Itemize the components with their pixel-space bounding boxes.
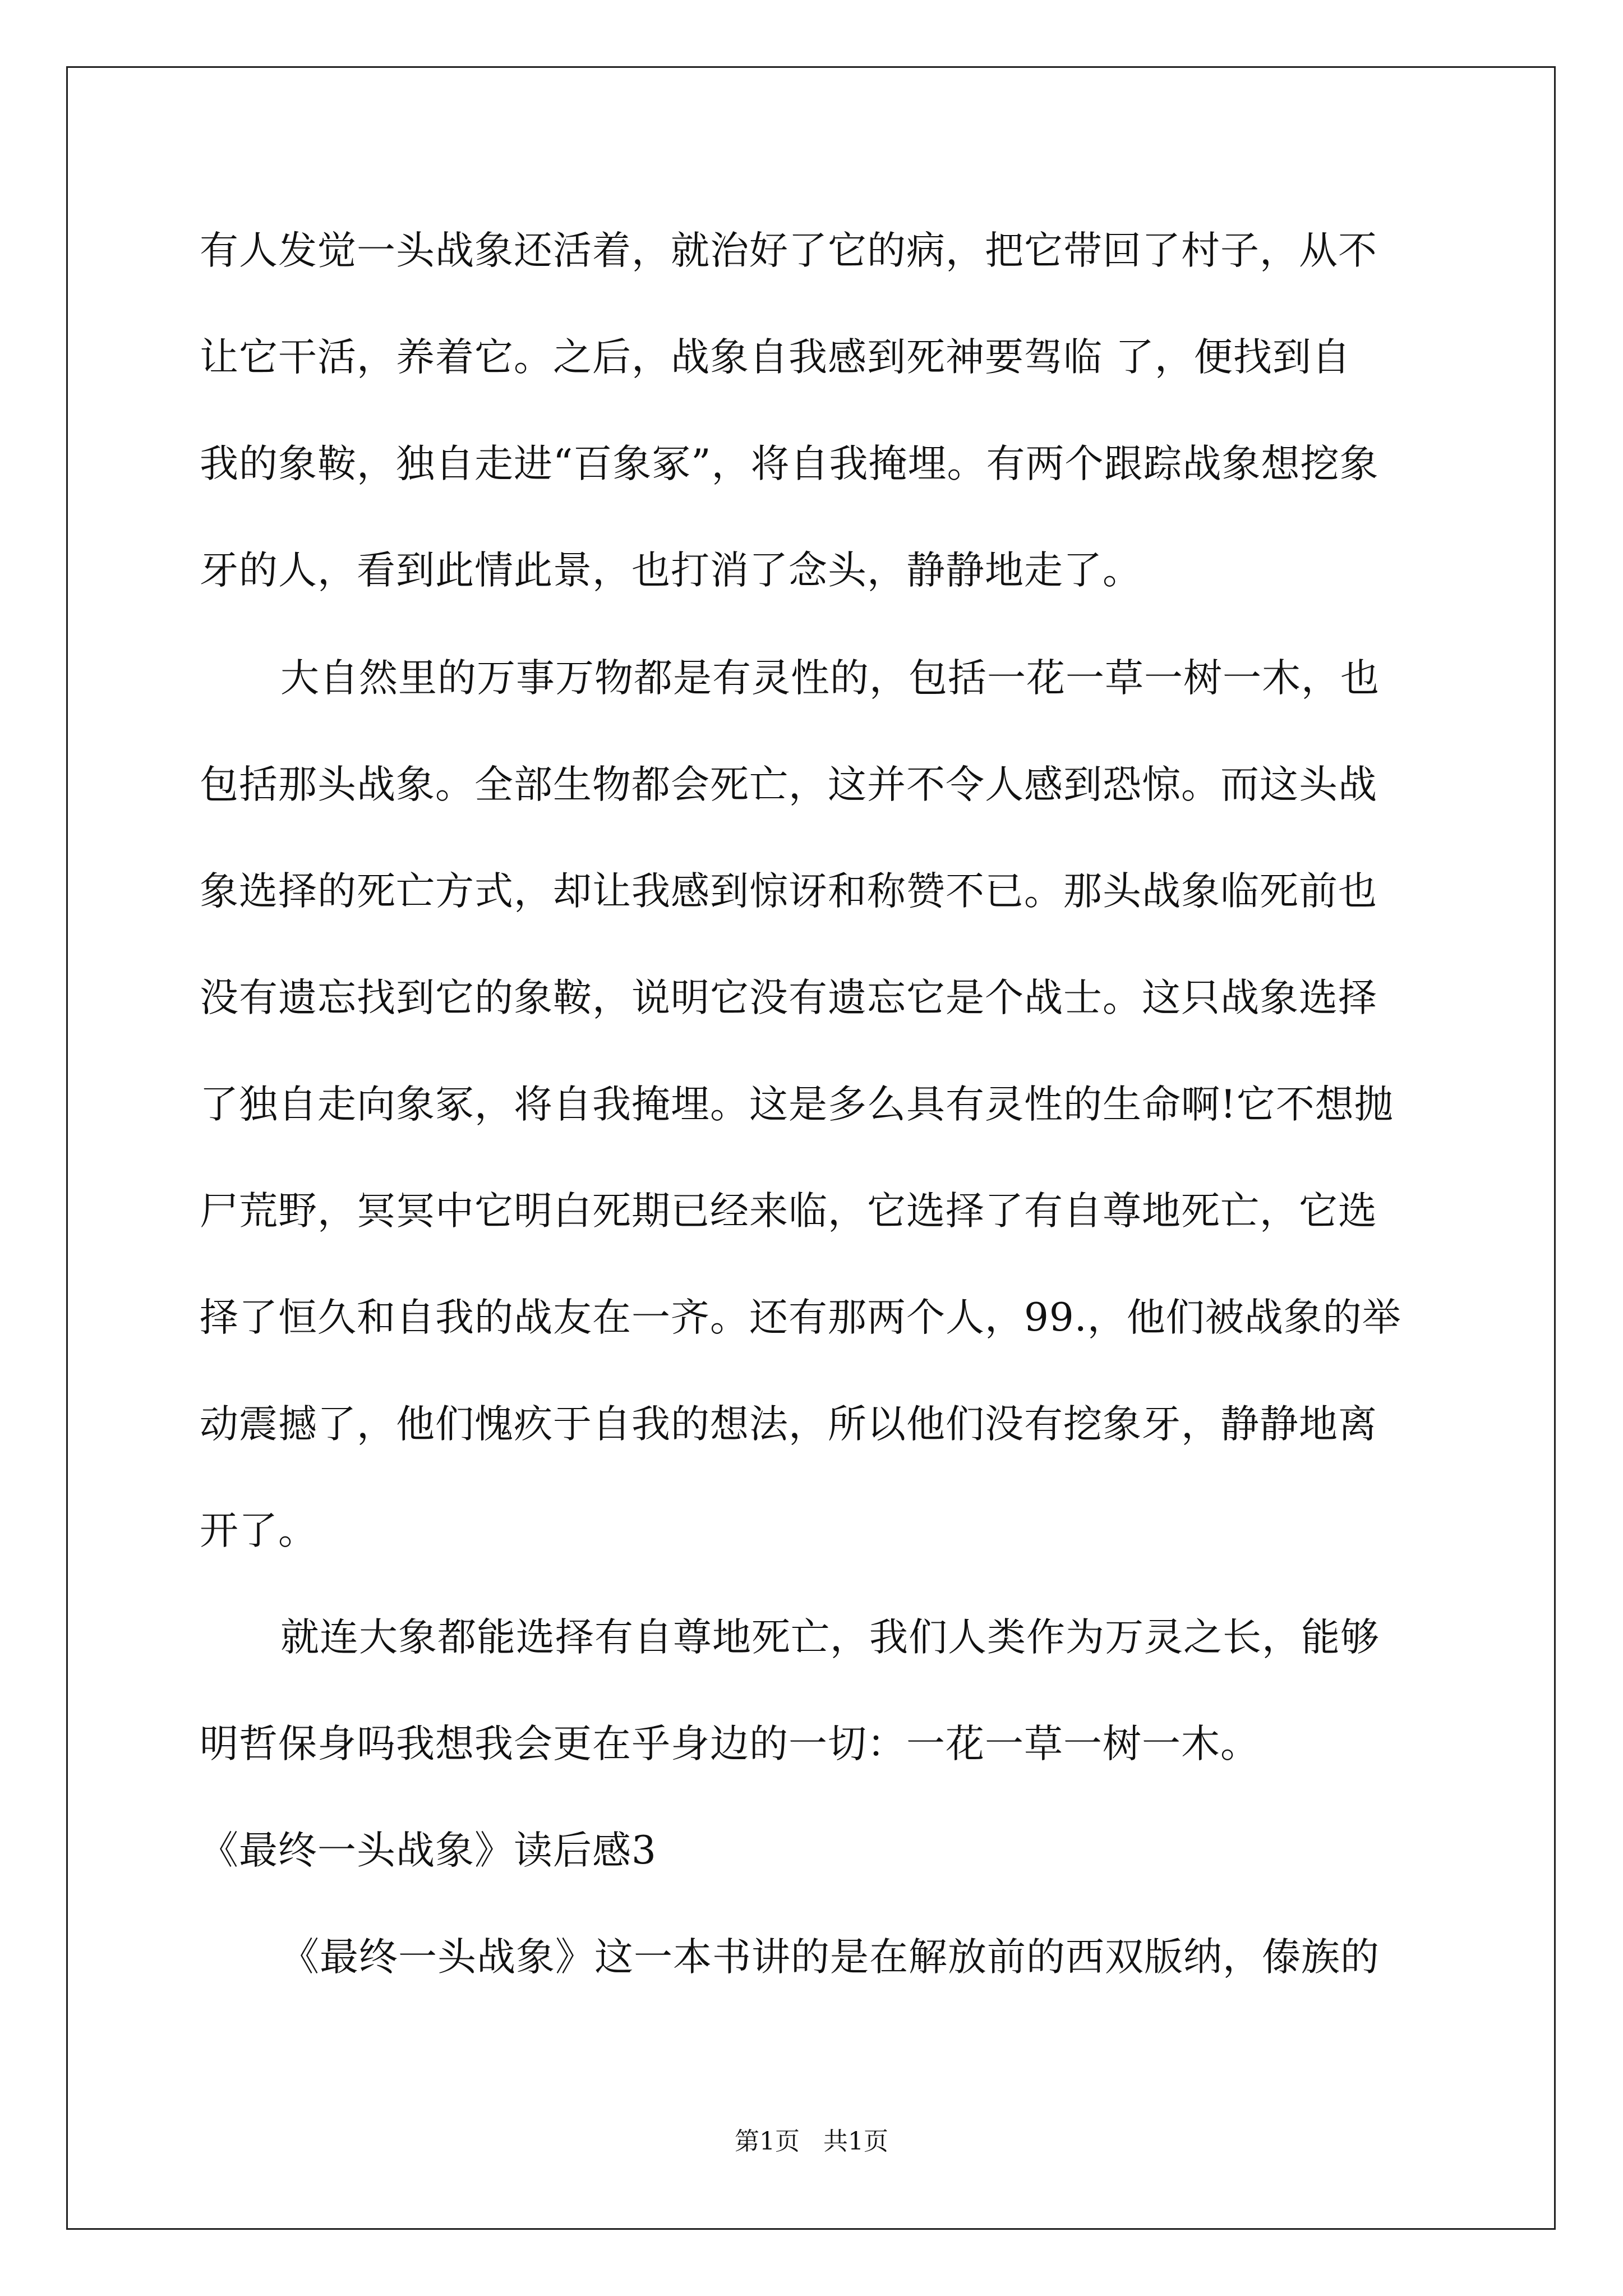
text-line: 大自然里的万事万物都是有灵性的，包括一花一草一树一木，也 [280,656,1380,701]
section-heading: 《最终一头战象》读后感3 [200,1828,657,1873]
page-footer: 第1页 共1页 [735,2127,888,2156]
text-line: 动震撼了，他们愧疚于自我的想法，所以他们没有挖象牙，静静地离 [200,1402,1377,1447]
text-line: 包括那头战象。全部生物都会死亡，这并不令人感到恐惊。而这头战 [200,762,1377,807]
text-line: 择了恒久和自我的战友在一齐。还有那两个人，99.，他们被战象的举 [200,1295,1401,1340]
text-line: 明哲保身吗我想我会更在乎身边的一切：一花一草一树一木。 [200,1722,1260,1766]
text-line: 有人发觉一头战象还活着，就治好了它的病，把它带回了村子，从不 [200,228,1377,273]
text-line: 开了。 [200,1508,317,1553]
text-line: 象选择的死亡方式，却让我感到惊讶和称赞不已。那头战象临死前也 [200,869,1377,914]
text-line: 尸荒野，冥冥中它明白死期已经来临，它选择了有自尊地死亡，它选 [200,1189,1377,1234]
text-line: 没有遗忘找到它的象鞍，说明它没有遗忘它是个战士。这只战象选择 [200,976,1377,1020]
text-line: 牙的人，看到此情此景，也打消了念头，静静地走了。 [200,548,1142,593]
text-line: 让它干活，养着它。之后，战象自我感到死神要驾临 了，便找到自 [200,335,1351,380]
page-border [66,66,1556,2230]
text-line: 就连大象都能选择有自尊地死亡，我们人类作为万灵之长，能够 [280,1615,1380,1660]
text-line: 《最终一头战象》这一本书讲的是在解放前的西双版纳，傣族的 [280,1935,1380,1980]
text-line: 我的象鞍，独自走进“百象冢”，将自我掩埋。有两个跟踪战象想挖象 [200,441,1379,486]
text-line: 了独自走向象冢，将自我掩埋。这是多么具有灵性的生命啊!它不想抛 [200,1082,1394,1127]
